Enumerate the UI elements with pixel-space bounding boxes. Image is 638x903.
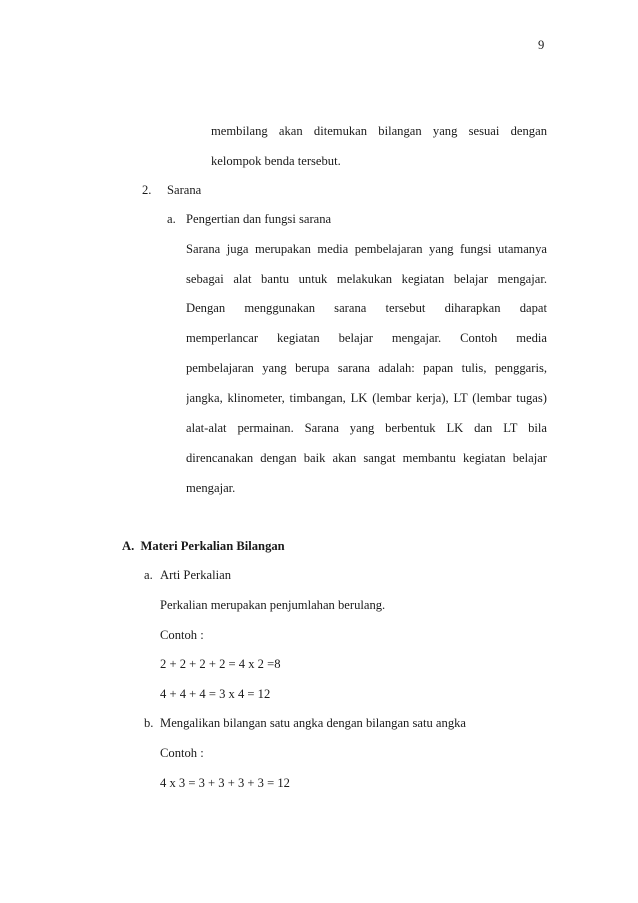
intro-line-1: membilang akan ditemukan bilangan yang sesuai dengan <box>211 124 547 138</box>
item-marker-a: a. <box>144 568 153 582</box>
paragraph-line: pembelajaran yang berupa sarana adalah: papan tulis, penggaris, <box>186 361 547 375</box>
item-title-b: Mengalikan bilangan satu angka dengan bilangan satu angka <box>160 716 467 730</box>
paragraph-line-last: mengajar. <box>186 481 236 495</box>
paragraph-line: jangka, klinometer, timbangan, LK (lembar kerja), LT (lembar tugas) <box>186 391 547 405</box>
definition-text: Perkalian merupakan penjumlahan berulang. <box>160 598 386 612</box>
paragraph-line: memperlancar kegiatan belajar mengajar. Contoh media <box>186 331 547 345</box>
list-number-2: 2. <box>142 183 152 197</box>
paragraph-line: Dengan menggunakan sarana tersebut diharapkan dapat <box>186 301 547 315</box>
equation: 4 x 3 = 3 + 3 + 3 + 3 = 12 <box>160 776 290 790</box>
contoh-label: Contoh : <box>160 746 204 760</box>
item-title-a: Arti Perkalian <box>160 568 231 582</box>
intro-line-2: kelompok benda tersebut. <box>211 154 341 168</box>
sarana-title: Sarana <box>167 183 202 197</box>
equation: 2 + 2 + 2 + 2 = 4 x 2 =8 <box>160 657 281 671</box>
equation: 4 + 4 + 4 = 3 x 4 = 12 <box>160 687 271 701</box>
section-heading: A. Materi Perkalian Bilangan <box>122 539 285 553</box>
sub-marker-a: a. <box>167 212 176 226</box>
page-number: 9 <box>538 38 545 52</box>
item-marker-b: b. <box>144 716 154 730</box>
paragraph-line: Sarana juga merupakan media pembelajaran yang fungsi utamanya <box>186 242 547 256</box>
sub-title: Pengertian dan fungsi sarana <box>186 212 332 226</box>
paragraph-line: alat-alat permainan. Sarana yang berbentuk LK dan LT bila <box>186 421 547 435</box>
paragraph-line: direncanakan dengan baik akan sangat membantu kegiatan belajar <box>186 451 547 465</box>
paragraph-line: sebagai alat bantu untuk melakukan kegiatan belajar mengajar. <box>186 272 547 286</box>
contoh-label: Contoh : <box>160 628 204 642</box>
